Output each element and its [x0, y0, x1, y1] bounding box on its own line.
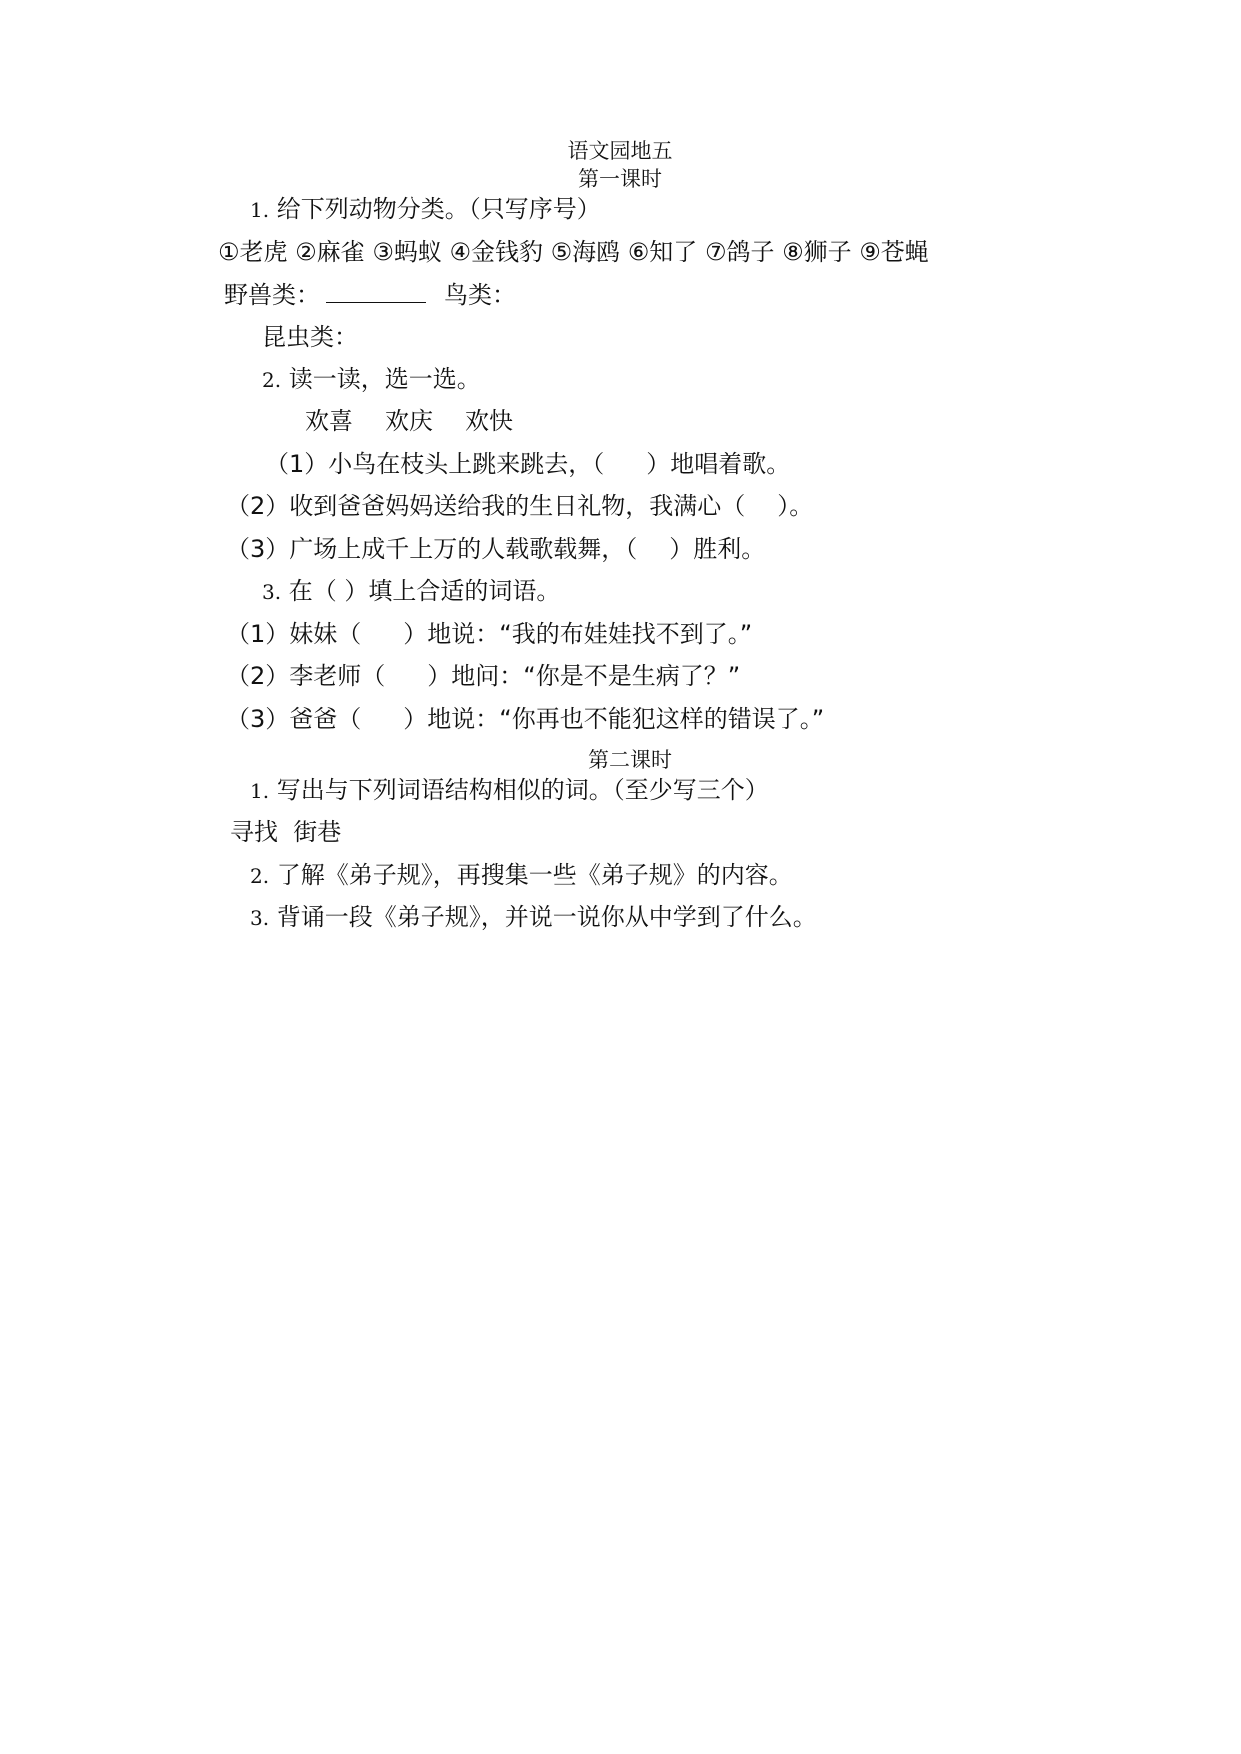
- animal-item: ③蚂蚁: [372, 238, 442, 266]
- lesson-1-q1-prompt: [250, 194, 601, 225]
- question-number: 2.: [262, 368, 282, 392]
- lesson-2-q2-prompt: [250, 860, 793, 891]
- question-text: 了解《弟子规》，再搜集一些《弟子规》的内容。: [276, 861, 793, 889]
- lesson-2-q3-prompt: [250, 902, 817, 933]
- lesson-2-q1-prompt: [250, 775, 769, 806]
- question-number: 1.: [250, 198, 270, 222]
- word-choice: 欢快: [465, 407, 513, 435]
- lesson-1-heading: 第一课时: [578, 167, 662, 191]
- q2-sentence: [226, 534, 765, 564]
- animal-item: ④金钱豹: [449, 238, 543, 266]
- wild-animal-answer-blank[interactable]: [326, 280, 426, 303]
- sentence-before: 妹妹（: [289, 620, 362, 648]
- question-text: 背诵一段《弟子规》，并说一说你从中学到了什么。: [276, 903, 817, 931]
- sentence-index: （2）: [226, 492, 290, 520]
- animal-item: ①老虎: [218, 238, 288, 266]
- sentence-index: （2）: [226, 662, 290, 690]
- bird-label: 鸟类：: [444, 281, 516, 309]
- q3-sentence: [226, 619, 752, 649]
- animal-item: ⑨苍蝇: [859, 238, 929, 266]
- sentence-before: 广场上成千上万的人载歌载舞，（: [289, 535, 638, 563]
- sentence-before: 小鸟在枝头上跳来跳去，（: [328, 450, 605, 478]
- sentence-after: ）地说：“你再也不能犯这样的错误了。”: [403, 705, 825, 733]
- sentence-after: ）地说：“我的布娃娃找不到了。”: [403, 620, 753, 648]
- q2-sentence: [265, 449, 790, 479]
- animal-item: ⑦鸽子: [704, 238, 775, 266]
- sentence-after: ）胜利。: [669, 535, 766, 563]
- question-number: 2.: [250, 864, 270, 888]
- lesson-1-q2-prompt: [262, 364, 481, 395]
- animal-item: ②麻雀: [295, 238, 365, 266]
- example-word-pair: 寻找 街巷: [230, 818, 342, 846]
- sentence-index: （1）: [265, 450, 329, 478]
- q3-sentence: [226, 661, 740, 691]
- lesson-2-heading: 第二课时: [588, 748, 672, 772]
- lesson-1-q3-prompt: [262, 576, 560, 607]
- sentence-after: ）地问：“你是不是生病了？”: [427, 662, 741, 690]
- word-choices: [305, 406, 513, 436]
- animal-item: ⑧狮子: [782, 238, 852, 266]
- question-number: 3.: [250, 906, 270, 930]
- question-text: 读一读，选一选。: [288, 365, 481, 393]
- animal-item: ⑥知了: [627, 238, 698, 266]
- sentence-before: 李老师（: [289, 662, 386, 690]
- category-row-insect: [262, 322, 358, 352]
- sentence-index: （1）: [226, 620, 290, 648]
- animal-item: ⑤海鸥: [550, 238, 621, 266]
- sentence-before: 收到爸爸妈妈送给我的生日礼物，我满心（: [289, 492, 746, 520]
- sentence-after: ）。: [777, 492, 814, 520]
- word-choice: 欢喜: [305, 407, 353, 435]
- category-row-wild-bird: [224, 280, 516, 310]
- q2-sentence: [226, 491, 813, 521]
- sentence-after: ）地唱着歌。: [646, 450, 791, 478]
- insect-label: 昆虫类：: [262, 323, 358, 351]
- sentence-index: （3）: [226, 535, 290, 563]
- word-choice: 欢庆: [385, 407, 433, 435]
- question-text: 写出与下列词语结构相似的词。（至少写三个）: [276, 776, 769, 804]
- page-title: 语文园地五: [567, 139, 673, 163]
- example-words: [230, 817, 341, 847]
- q3-sentence: [226, 704, 824, 734]
- question-text: 给下列动物分类。（只写序号）: [276, 195, 601, 223]
- question-number: 3.: [262, 580, 282, 604]
- animal-list: [218, 237, 929, 267]
- question-number: 1.: [250, 779, 270, 803]
- question-text: 在（ ）填上合适的词语。: [288, 577, 561, 605]
- sentence-before: 爸爸（: [289, 705, 362, 733]
- wild-animal-label: 野兽类：: [224, 281, 320, 309]
- sentence-index: （3）: [226, 705, 290, 733]
